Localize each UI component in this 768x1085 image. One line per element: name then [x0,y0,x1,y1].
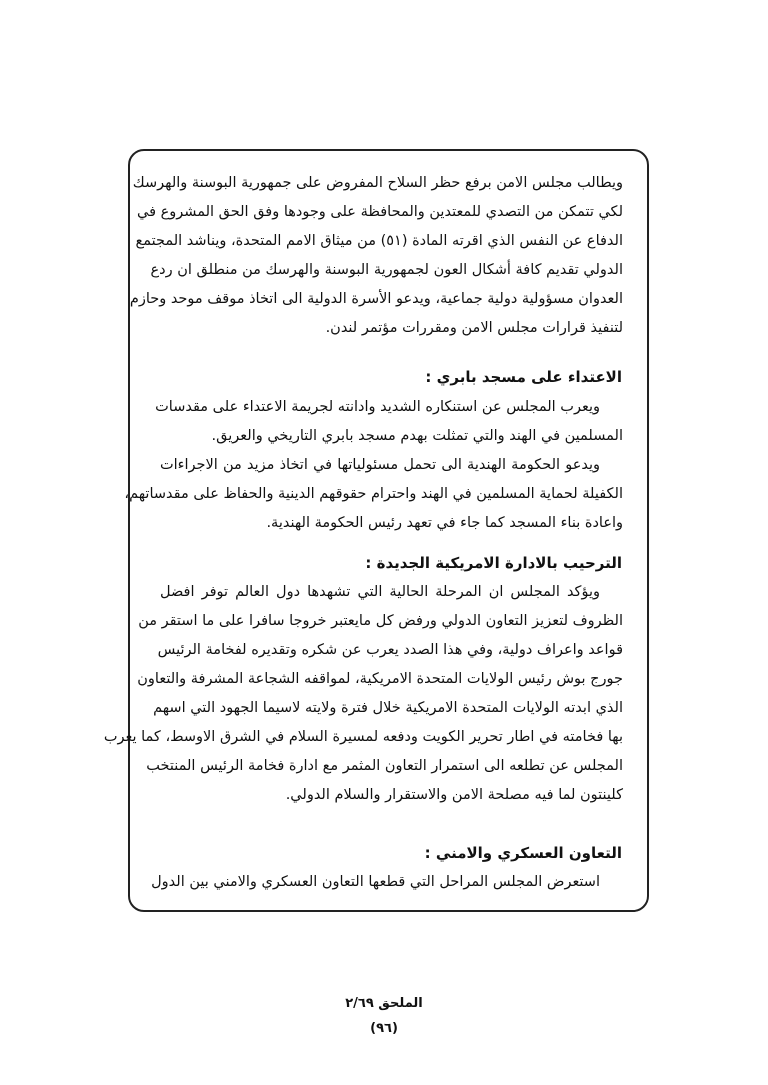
section-heading: الاعتداء على مسجد بابري : [425,368,622,386]
text-line: الدولي تقديم كافة أشكال العون لجمهورية البوسنة والهرسك من منطلق ان ردع [150,262,623,278]
text-line: لكي تتمكن من التصدي للمعتدين والمحافظة على وجودها وفق الحق المشروع في [137,204,623,220]
text-line: ويطالب مجلس الامن برفع حظر السلاح المفروض على جمهورية البوسنة والهرسك [132,175,623,191]
text-line: الذي ابدته الولايات المتحدة الامريكية خلال فترة ولايته لاسيما الجهود التي اسهم [153,700,623,716]
text-line: قواعد واعراف دولية، وفي هذا الصدد يعرب عن شكره وتقديره لفخامة الرئيس [157,642,623,658]
text-line: واعادة بناء المسجد كما جاء في تعهد رئيس الحكومة الهندية. [266,515,623,531]
text-line: ويؤكد المجلس ان المرحلة الحالية التي تشهدها دول العالم توفر افضل [160,584,600,600]
text-line: الكفيلة لحماية المسلمين في الهند واحترام حقوقهم الدينية والحفاظ على مقدساتهم، [124,486,623,502]
section-heading: التعاون العسكري والامني : [424,844,622,862]
text-line: ويدعو الحكومة الهندية الى تحمل مسئولياتها في اتخاذ مزيد من الاجراءات [160,457,600,473]
annex-label: الملحق ٢/٦٩ [345,996,423,1011]
text-line: ويعرب المجلس عن استنكاره الشديد وادانته لجريمة الاعتداء على مقدسات [155,399,600,415]
text-line: بها فخامته في اطار تحرير الكويت ودفعه لمسيرة السلام في الشرق الاوسط، كما يعرب [103,729,623,745]
text-line: الظروف لتعزيز التعاون الدولي ورفض كل مايعتبر خروجا سافرا على ما استقر من [138,613,623,629]
page-number: (٩٦) [370,1021,398,1036]
text-line: جورج بوش رئيس الولايات المتحدة الامريكية، لمواقفه الشجاعة المشرفة والتعاون [137,671,623,687]
text-line: العدوان مسؤولية دولية جماعية، ويدعو الأسرة الدولية الى اتخاذ موقف موحد وحازم [129,291,623,307]
section-heading: الترحيب بالادارة الامريكية الجديدة : [365,554,622,572]
text-line: لتنفيذ قرارات مجلس الامن ومقررات مؤتمر لندن. [325,320,623,336]
text-line: استعرض المجلس المراحل التي قطعها التعاون العسكري والامني بين الدول [151,874,600,890]
text-line: الدفاع عن النفس الذي اقرته المادة (٥١) من ميثاق الامم المتحدة، ويناشد المجتمع [135,233,623,249]
text-line: كلينتون لما فيه مصلحة الامن والاستقرار والسلام الدولي. [285,787,623,803]
text-line: المسلمين في الهند والتي تمثلت بهدم مسجد بابري التاريخي والعريق. [211,428,623,444]
text-line: المجلس عن تطلعه الى استمرار التعاون المثمر مع ادارة فخامة الرئيس المنتخب [146,758,623,774]
